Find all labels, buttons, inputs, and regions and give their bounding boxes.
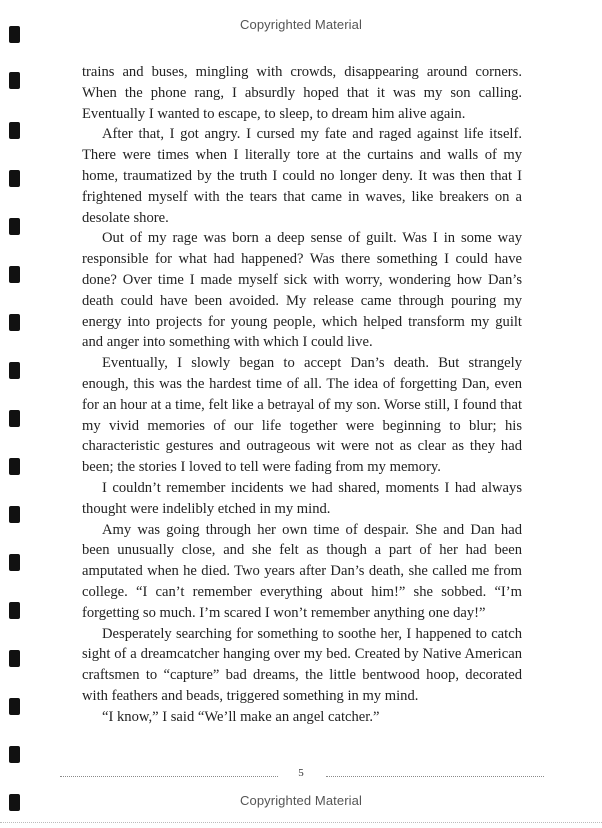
- paragraph: After that, I got angry. I cursed my fate and raged against life itself. There were times when I literally tore at the curtains and walls of my home, traumatized by the truth I could no longer deny. It was then that I frightened myself with the tears that came in waves, like breakers on a desolate shore.: [82, 126, 522, 226]
- binding-hole: [9, 314, 20, 331]
- binding-hole: [9, 506, 20, 523]
- binding-hole: [9, 458, 20, 475]
- footer-rule-left: [60, 776, 278, 777]
- binding-hole: [9, 650, 20, 667]
- page-body-text: [82, 62, 522, 728]
- binding-hole: [9, 602, 20, 619]
- footer-rule-right: [326, 776, 544, 777]
- spiral-binding: [9, 0, 21, 828]
- paragraph: Amy was going through her own time of despair. She and Dan had been unusually close, and she felt as though a part of her had been amputated when he died. Two years after Dan’s death, she called me from college. “I can’t remember everything about him!” she sobbed. “I’m forgetting so much. I’m scared I won’t remember anything one day!”: [82, 521, 522, 621]
- binding-hole: [9, 410, 20, 427]
- binding-hole: [9, 218, 20, 235]
- page-bottom-edge: [0, 822, 602, 823]
- binding-hole: [9, 362, 20, 379]
- binding-hole: [9, 72, 20, 89]
- paragraph: Desperately searching for something to soothe her, I happened to catch sight of a dreamcatcher hanging over my bed. Created by Native American craftsmen to “capture” bad dreams, the little bentwood hoop, decorated with feathers and beads, triggered something in my mind.: [82, 625, 522, 704]
- binding-hole: [9, 554, 20, 571]
- copyright-watermark-top: Copyrighted Material: [240, 17, 362, 32]
- paragraph: trains and buses, mingling with crowds, disappearing around corners. When the phone rang, I absurdly hoped that it was my son calling. Eventually I wanted to escape, to sleep, to dream him alive again.: [82, 64, 522, 122]
- copyright-watermark-bottom: Copyrighted Material: [240, 793, 362, 808]
- binding-hole: [9, 170, 20, 187]
- binding-hole: [9, 746, 20, 763]
- binding-hole: [9, 266, 20, 283]
- paragraph: I couldn’t remember incidents we had shared, moments I had always thought were indelibly etched in my mind.: [82, 479, 522, 517]
- paragraph: Eventually, I slowly began to accept Dan’s death. But strangely enough, this was the hardest time of all. The idea of forgetting Dan, even for an hour at a time, felt like a betrayal of my son. Worse still, I found that my vivid memories of our life together were beginning to blur; his characteristic gestures and outrageous wit were not as clear as they had been; the stories I loved to tell were fading from my memory.: [82, 355, 522, 476]
- page-number: 5: [298, 767, 304, 779]
- paragraph: “I know,” I said “We’ll make an angel catcher.”: [102, 708, 380, 725]
- binding-hole: [9, 122, 20, 139]
- paragraph: Out of my rage was born a deep sense of guilt. Was I in some way responsible for what had happened? Was there something I could have done? Over time I made myself sick with worry, wondering how Dan’s death could have been avoided. My release came through pouring my energy into projects for young people, which helped transform my guilt and anger into something with which I could live.: [82, 230, 522, 351]
- binding-hole: [9, 698, 20, 715]
